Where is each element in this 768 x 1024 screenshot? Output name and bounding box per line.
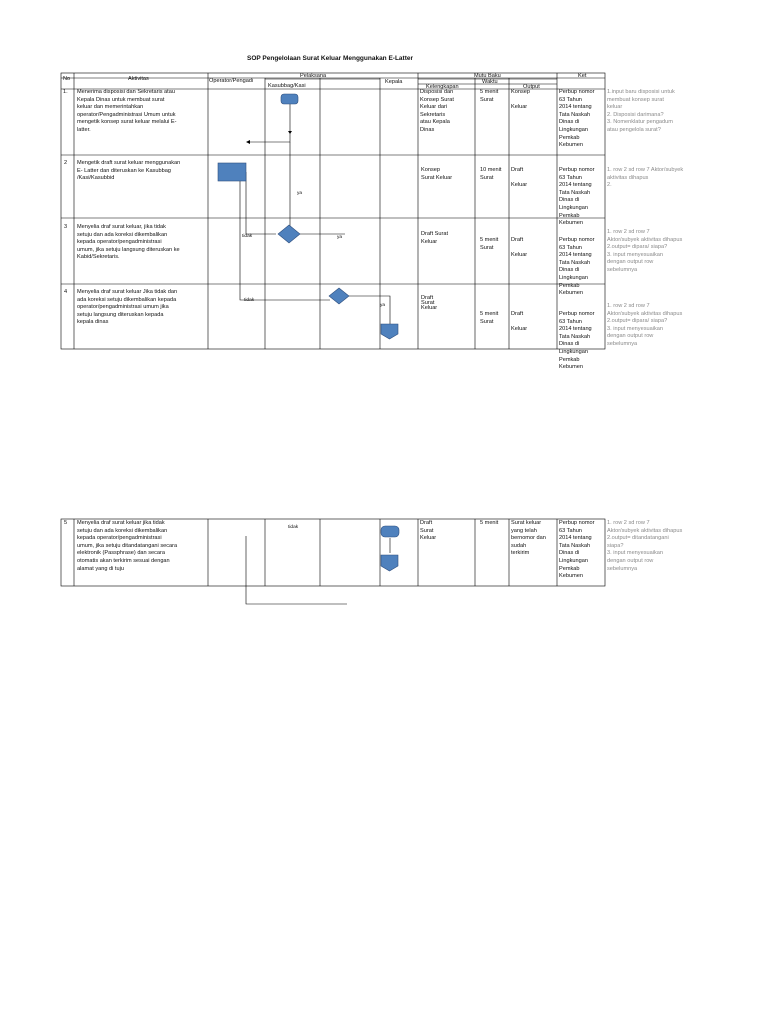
row-3-note: 1. row 2 sd row 7 Aktor/subyek aktivitas dihapus 2.output= dipara/ siapa? 3. input menyesuaikan dengan output row sebelumnya bbox=[607, 229, 683, 273]
row-2-kelengkapan: Konsep Surat Keluar bbox=[421, 167, 453, 181]
flow-offpage-connector-shape bbox=[381, 324, 398, 339]
page-title: SOP Pengelolaan Surat Keluar Menggunakan E-Latter bbox=[246, 55, 414, 62]
header-kelengkapan: Kelengkapan bbox=[426, 84, 459, 90]
header-no: No bbox=[63, 76, 71, 82]
header-aktivitas: Aktivitas bbox=[128, 76, 149, 82]
header-operator: Operator/Pengadi bbox=[209, 78, 254, 84]
header-kasubbag: Kasubbag/Kasi bbox=[268, 83, 306, 89]
row-5-waktu: 5 menit bbox=[480, 520, 499, 526]
header-pelaksana: Pelaksana bbox=[300, 73, 327, 79]
header-kepala: Kepala bbox=[385, 79, 403, 85]
row-4-output: Draft Keluar bbox=[511, 311, 528, 333]
row-5-kelengkapan: Draft Surat Keluar bbox=[420, 520, 437, 542]
flow-offpage-connector-shape bbox=[381, 555, 398, 571]
row-4-no: 4 bbox=[64, 289, 68, 295]
row-3-kelengkapan: Draft Surat Keluar bbox=[421, 231, 449, 245]
flow-process-shape bbox=[218, 163, 246, 181]
row-3-aktivitas: Menyelia draf surat keluar, jika tidak setuju dan ada koreksi dikembalikan kepada operator/pengadministrasi umum, jika setuju langsung diteruskan ke Kabid/Sekretaris. bbox=[77, 224, 180, 261]
row-4-aktivitas: Menyelia draf surat keluar Jika tidak dan ada koreksi setuju dikembalikan kepada operator/pengadministrasi umum jika setuju langsung diteruskan kepada kepala dinas bbox=[77, 289, 178, 326]
row-1-ket: Perbup nomor 63 Tahun 2014 tentang Tata Naskah Dinas di Lingkungan Pemkab Kebumen bbox=[559, 89, 595, 149]
row-4-ket: Perbup nomor 63 Tahun 2014 tentang Tata Naskah Dinas di Lingkungan Pemkab Kebumen bbox=[559, 311, 595, 371]
header-ket: Ket bbox=[578, 73, 587, 79]
row-4-waktu: 5 menit Surat bbox=[480, 311, 499, 325]
flow-terminator-shape bbox=[381, 526, 399, 537]
row-5-ket: Perbup nomor 63 Tahun 2014 tentang Tata Naskah Dinas di Lingkungan Pemkab Kebumen bbox=[559, 520, 595, 580]
flow-decision-shape bbox=[278, 225, 300, 243]
row-3-ket: Perbup nomor 63 Tahun 2014 tentang Tata Naskah Dinas di Lingkungan Pemkab Kebumen bbox=[559, 237, 595, 297]
row-1-waktu: 5 menit Surat bbox=[480, 89, 499, 103]
row-1-kelengkapan: Disposisi dan Konsep Surat Keluar dari Sekretaris atau Kepala Dinas bbox=[420, 89, 454, 133]
row-2-output: Draft Keluar bbox=[511, 167, 528, 189]
row-3-no: 3 bbox=[64, 224, 68, 230]
row-3-ya-label: ya bbox=[337, 235, 343, 240]
row-2-aktivitas: Mengetik draft surat keluar menggunakan E- Latter dan diteruskan ke Kasubbag /Kasi/Kasubbid bbox=[77, 160, 181, 182]
flow-shapes bbox=[218, 94, 399, 571]
header-mutu-baku: Mutu Baku bbox=[474, 73, 501, 79]
row-4-kelengkapan: Draft Surat Keluar bbox=[421, 295, 438, 312]
row-2-note: 1. row 2 sd row 7 Aktor/subyek aktivitas dihapus 2. bbox=[607, 167, 684, 189]
row-2-no: 2 bbox=[64, 160, 68, 166]
row-4-tidak-label: tidak bbox=[244, 298, 255, 303]
row-1-aktivitas: Menerima disposisi dan Sekretaris atau Kepala Dinas untuk membuat surat keluar dan memerintahkan operator/Pengadministrasi Umum untuk mengetik konsep surat keluar melalui E- latter. bbox=[77, 89, 177, 133]
row-3-waktu: 5 menit Surat bbox=[480, 237, 499, 251]
flow-terminator-shape bbox=[281, 94, 298, 104]
header-waktu: Waktu bbox=[482, 79, 498, 85]
row-1-note: 1.input baru disposisi untuk membuat konsep surat keluar 2. Disposisi darimana? 3. Nomenklatur pengadum atau pengelola surat? bbox=[607, 89, 675, 133]
row-4-note: 1. row 2 sd row 7 Aktor/subyek aktivitas dihapus 2.output= dipara/ siapa? 3. input menyesuaikan dengan output row sebelumnya bbox=[607, 303, 683, 347]
row-1-output: Konsep Keluar bbox=[511, 89, 530, 111]
row-3-output: Draft Keluar bbox=[511, 237, 528, 259]
flow-decision-shape bbox=[329, 288, 349, 304]
row-2-waktu: 10 menit Surat bbox=[480, 167, 502, 181]
row-5-aktivitas: Menyelia draf surat keluar jika tidak setuju dan ada koreksi dikembalikan kepada operator/pengadministrasi umum, jika setuju ditandatangani secara elektronik (Passphrase) dan secara otomatis akan terkirim sesuai dengan alamat yang di tuju bbox=[77, 520, 178, 572]
row-1-no: 1. bbox=[63, 89, 68, 95]
row-4-ya-label: ya bbox=[380, 303, 386, 308]
row-3-tidak-label: tidak bbox=[242, 234, 253, 239]
header-output: Output bbox=[523, 84, 540, 90]
row-5-no: 5 bbox=[64, 520, 68, 526]
row-5-note: 1. row 2 sd row 7 Aktor/subyek aktivitas dihapus 2.output= ditandatangani siapa? 3. input menyesuaikan dengan output row sebelumnya bbox=[607, 520, 683, 572]
row-2-ket: Perbup nomor 63 Tahun 2014 tentang Tata Naskah Dinas di Lingkungan Pemkab Kebumen bbox=[559, 167, 595, 227]
row-5-output: Surat keluar yang telah bernomor dan sudah terkirim bbox=[511, 520, 546, 557]
row-2-ya-label: ya bbox=[297, 191, 303, 196]
row-5-tidak-label: tidak bbox=[288, 525, 299, 530]
